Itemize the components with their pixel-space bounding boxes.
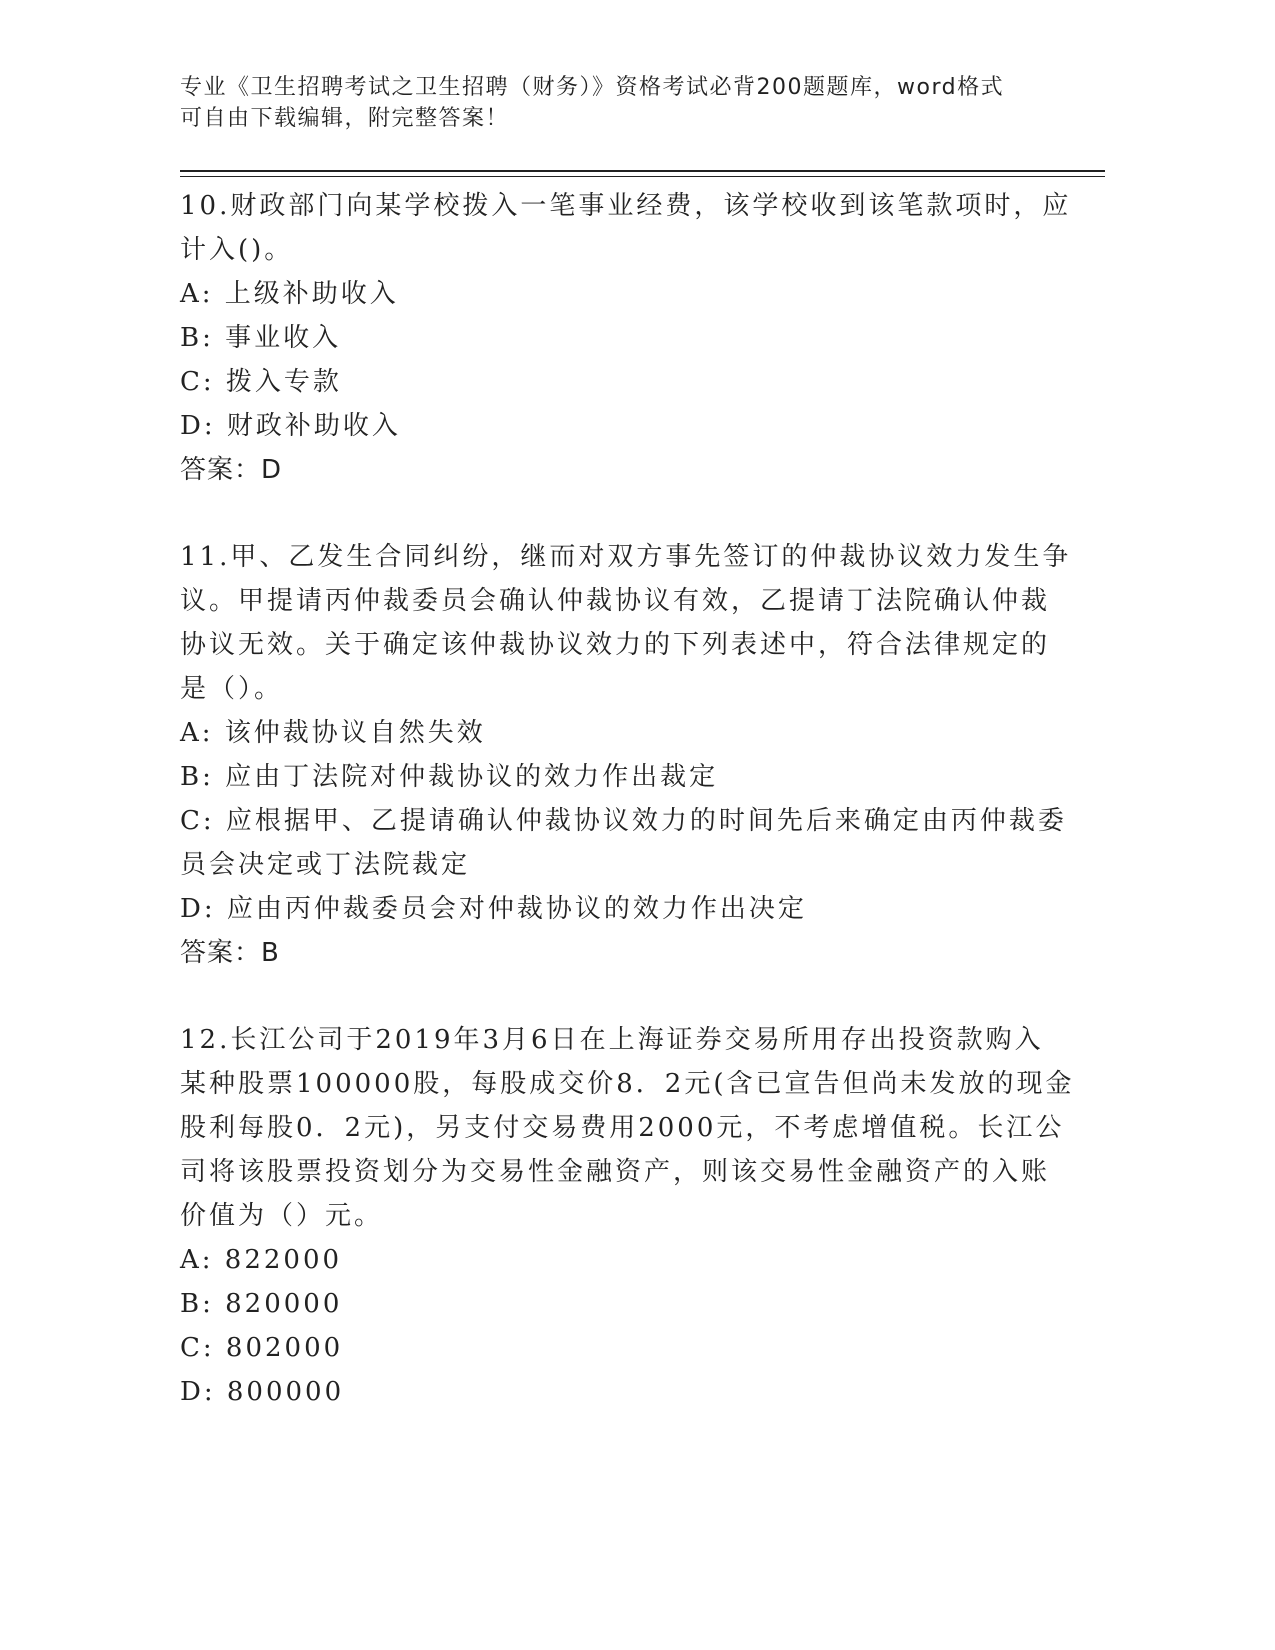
option-c: C: 拨入专款 bbox=[180, 367, 342, 397]
header-divider-thin bbox=[180, 176, 1105, 177]
question-spacer bbox=[180, 975, 1040, 1018]
question-stem-line: 是（）。 bbox=[180, 674, 284, 704]
option-d: D: 财政补助收入 bbox=[180, 411, 401, 441]
header-line: 可自由下载编辑，附完整答案！ bbox=[180, 106, 510, 131]
question-stem-line: 某种股票100000股，每股成交价8．2元(含已宣告但尚未发放的现金 bbox=[180, 1069, 1075, 1099]
option-c: C: 802000 bbox=[180, 1333, 344, 1363]
question-stem-line: 10.财政部门向某学校拨入一笔事业经费，该学校收到该笔款项时，应 bbox=[180, 191, 1072, 221]
option-d: D: 应由丙仲裁委员会对仲裁协议的效力作出决定 bbox=[180, 894, 807, 924]
option-d: D: 800000 bbox=[180, 1377, 345, 1407]
option-b: B: 事业收入 bbox=[180, 323, 342, 353]
option-c: C: 应根据甲、乙提请确认仲裁协议效力的时间先后来确定由丙仲裁委 bbox=[180, 806, 1067, 836]
option-b: B: 820000 bbox=[180, 1289, 343, 1319]
document-header bbox=[180, 72, 1060, 134]
question-stem-line: 计入()。 bbox=[180, 235, 294, 265]
question-stem-line: 价值为（）元。 bbox=[180, 1201, 384, 1231]
header-line: 专业《卫生招聘考试之卫生招聘（财务）》资格考试必背200题题库，word格式 bbox=[180, 75, 1005, 100]
question-stem-line: 12.长江公司于2019年3月6日在上海证券交易所用存出投资款购入 bbox=[180, 1025, 1044, 1055]
question-stem-line: 议。甲提请丙仲裁委员会确认仲裁协议有效，乙提请丁法院确认仲裁 bbox=[180, 586, 1051, 616]
question-stem-line: 股利每股0．2元)，另支付交易费用2000元，不考虑增值税。长江公 bbox=[180, 1113, 1065, 1143]
option-a: A: 822000 bbox=[180, 1245, 343, 1275]
question-spacer bbox=[180, 492, 1040, 535]
option-a: A: 该仲裁协议自然失效 bbox=[180, 718, 486, 748]
answer-label: 答案：D bbox=[180, 455, 283, 485]
question-list bbox=[180, 184, 1075, 1414]
question-stem-line: 司将该股票投资划分为交易性金融资产，则该交易性金融资产的入账 bbox=[180, 1157, 1051, 1187]
answer-label: 答案：B bbox=[180, 938, 280, 968]
option-b: B: 应由丁法院对仲裁协议的效力作出裁定 bbox=[180, 762, 719, 792]
option-c-continued: 员会决定或丁法院裁定 bbox=[180, 850, 471, 880]
question-stem-line: 11.甲、乙发生合同纠纷，继而对双方事先签订的仲裁协议效力发生争 bbox=[180, 542, 1072, 572]
question-stem-line: 协议无效。关于确定该仲裁协议效力的下列表述中，符合法律规定的 bbox=[180, 630, 1051, 660]
header-divider-thick bbox=[180, 170, 1105, 172]
question-10 bbox=[180, 184, 1072, 492]
question-11 bbox=[180, 535, 1072, 975]
option-a: A: 上级补助收入 bbox=[180, 279, 399, 309]
question-12 bbox=[180, 1018, 1075, 1414]
